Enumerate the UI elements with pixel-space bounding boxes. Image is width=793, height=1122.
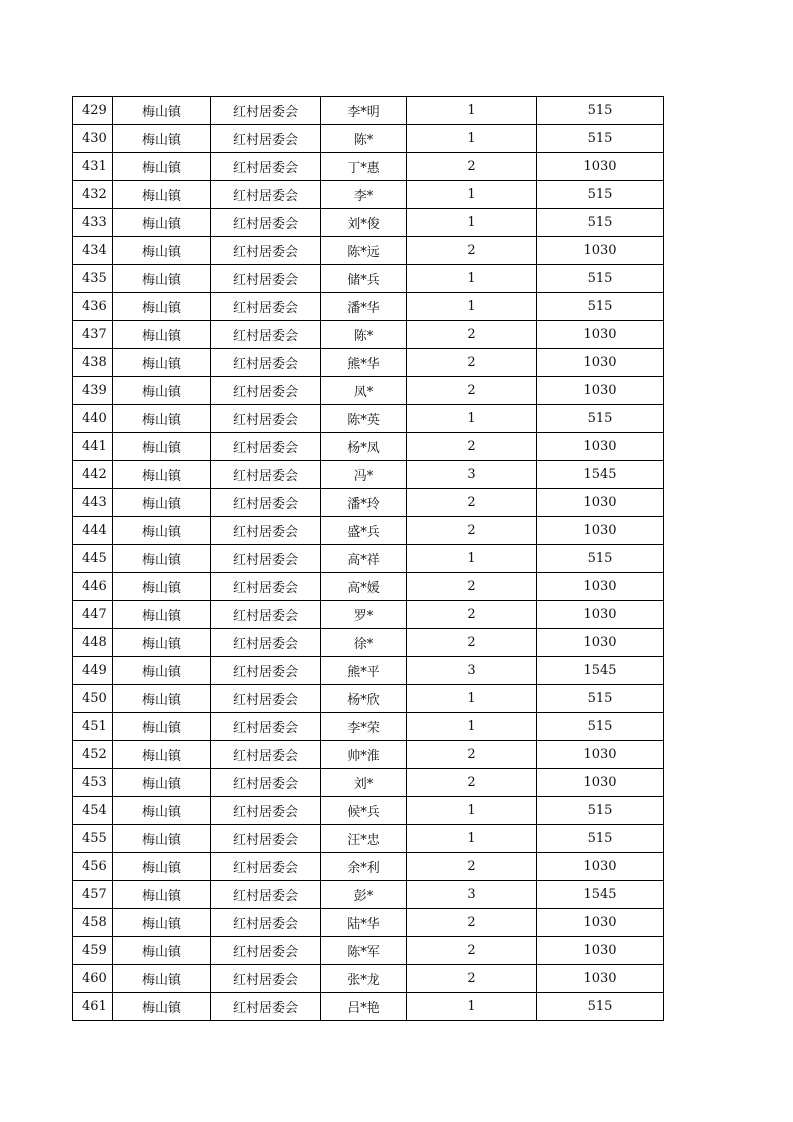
row-number-cell: 439 xyxy=(73,377,113,405)
committee-cell: 红村居委会 xyxy=(211,573,321,601)
town-cell: 梅山镇 xyxy=(113,405,211,433)
table-row xyxy=(73,573,664,601)
committee-cell: 红村居委会 xyxy=(211,405,321,433)
table-row xyxy=(73,293,664,321)
row-number-cell: 438 xyxy=(73,349,113,377)
town-cell: 梅山镇 xyxy=(113,881,211,909)
count-cell: 2 xyxy=(407,741,537,769)
row-number-cell: 443 xyxy=(73,489,113,517)
row-number-cell: 454 xyxy=(73,797,113,825)
table-row xyxy=(73,517,664,545)
amount-cell: 515 xyxy=(537,797,664,825)
amount-cell: 515 xyxy=(537,209,664,237)
name-cell: 丁*惠 xyxy=(321,153,407,181)
town-cell: 梅山镇 xyxy=(113,349,211,377)
town-cell: 梅山镇 xyxy=(113,909,211,937)
committee-cell: 红村居委会 xyxy=(211,797,321,825)
town-cell: 梅山镇 xyxy=(113,629,211,657)
amount-cell: 515 xyxy=(537,685,664,713)
town-cell: 梅山镇 xyxy=(113,713,211,741)
amount-cell: 1545 xyxy=(537,881,664,909)
name-cell: 汪*忠 xyxy=(321,825,407,853)
amount-cell: 515 xyxy=(537,265,664,293)
amount-cell: 515 xyxy=(537,545,664,573)
amount-cell: 1030 xyxy=(537,741,664,769)
amount-cell: 1030 xyxy=(537,377,664,405)
amount-cell: 1030 xyxy=(537,237,664,265)
table-row xyxy=(73,685,664,713)
name-cell: 潘*华 xyxy=(321,293,407,321)
committee-cell: 红村居委会 xyxy=(211,489,321,517)
table-row xyxy=(73,433,664,461)
committee-cell: 红村居委会 xyxy=(211,153,321,181)
count-cell: 1 xyxy=(407,125,537,153)
row-number-cell: 455 xyxy=(73,825,113,853)
amount-cell: 1030 xyxy=(537,573,664,601)
name-cell: 候*兵 xyxy=(321,797,407,825)
count-cell: 2 xyxy=(407,769,537,797)
town-cell: 梅山镇 xyxy=(113,601,211,629)
table-row xyxy=(73,265,664,293)
town-cell: 梅山镇 xyxy=(113,993,211,1021)
committee-cell: 红村居委会 xyxy=(211,769,321,797)
count-cell: 1 xyxy=(407,797,537,825)
name-cell: 陈*英 xyxy=(321,405,407,433)
name-cell: 杨*欣 xyxy=(321,685,407,713)
table-row xyxy=(73,965,664,993)
count-cell: 2 xyxy=(407,489,537,517)
name-cell: 高*祥 xyxy=(321,545,407,573)
table-row xyxy=(73,797,664,825)
amount-cell: 1030 xyxy=(537,349,664,377)
name-cell: 彭* xyxy=(321,881,407,909)
town-cell: 梅山镇 xyxy=(113,517,211,545)
table-row xyxy=(73,321,664,349)
town-cell: 梅山镇 xyxy=(113,97,211,125)
town-cell: 梅山镇 xyxy=(113,797,211,825)
count-cell: 3 xyxy=(407,461,537,489)
committee-cell: 红村居委会 xyxy=(211,349,321,377)
town-cell: 梅山镇 xyxy=(113,853,211,881)
table-row xyxy=(73,545,664,573)
town-cell: 梅山镇 xyxy=(113,937,211,965)
row-number-cell: 440 xyxy=(73,405,113,433)
count-cell: 2 xyxy=(407,601,537,629)
amount-cell: 1030 xyxy=(537,937,664,965)
table-row xyxy=(73,909,664,937)
committee-cell: 红村居委会 xyxy=(211,545,321,573)
count-cell: 1 xyxy=(407,993,537,1021)
count-cell: 2 xyxy=(407,237,537,265)
count-cell: 1 xyxy=(407,265,537,293)
amount-cell: 1030 xyxy=(537,517,664,545)
town-cell: 梅山镇 xyxy=(113,461,211,489)
town-cell: 梅山镇 xyxy=(113,657,211,685)
name-cell: 余*利 xyxy=(321,853,407,881)
committee-cell: 红村居委会 xyxy=(211,685,321,713)
row-number-cell: 449 xyxy=(73,657,113,685)
committee-cell: 红村居委会 xyxy=(211,517,321,545)
row-number-cell: 433 xyxy=(73,209,113,237)
committee-cell: 红村居委会 xyxy=(211,237,321,265)
town-cell: 梅山镇 xyxy=(113,153,211,181)
amount-cell: 515 xyxy=(537,405,664,433)
table-row xyxy=(73,405,664,433)
name-cell: 熊*华 xyxy=(321,349,407,377)
name-cell: 李*荣 xyxy=(321,713,407,741)
name-cell: 刘* xyxy=(321,769,407,797)
count-cell: 2 xyxy=(407,153,537,181)
table-row xyxy=(73,237,664,265)
table-row xyxy=(73,489,664,517)
name-cell: 熊*平 xyxy=(321,657,407,685)
amount-cell: 515 xyxy=(537,97,664,125)
row-number-cell: 432 xyxy=(73,181,113,209)
town-cell: 梅山镇 xyxy=(113,769,211,797)
committee-cell: 红村居委会 xyxy=(211,965,321,993)
row-number-cell: 445 xyxy=(73,545,113,573)
committee-cell: 红村居委会 xyxy=(211,321,321,349)
amount-cell: 1545 xyxy=(537,657,664,685)
amount-cell: 515 xyxy=(537,825,664,853)
amount-cell: 1030 xyxy=(537,629,664,657)
name-cell: 徐* xyxy=(321,629,407,657)
count-cell: 2 xyxy=(407,965,537,993)
town-cell: 梅山镇 xyxy=(113,685,211,713)
town-cell: 梅山镇 xyxy=(113,209,211,237)
count-cell: 2 xyxy=(407,517,537,545)
amount-cell: 1030 xyxy=(537,853,664,881)
committee-cell: 红村居委会 xyxy=(211,125,321,153)
amount-cell: 515 xyxy=(537,993,664,1021)
committee-cell: 红村居委会 xyxy=(211,825,321,853)
name-cell: 陈*军 xyxy=(321,937,407,965)
count-cell: 1 xyxy=(407,209,537,237)
table-row xyxy=(73,601,664,629)
committee-cell: 红村居委会 xyxy=(211,629,321,657)
name-cell: 罗* xyxy=(321,601,407,629)
committee-cell: 红村居委会 xyxy=(211,601,321,629)
name-cell: 潘*玲 xyxy=(321,489,407,517)
table-row xyxy=(73,349,664,377)
row-number-cell: 437 xyxy=(73,321,113,349)
name-cell: 高*媛 xyxy=(321,573,407,601)
row-number-cell: 459 xyxy=(73,937,113,965)
table-row xyxy=(73,853,664,881)
row-number-cell: 461 xyxy=(73,993,113,1021)
table-row xyxy=(73,181,664,209)
amount-cell: 515 xyxy=(537,293,664,321)
row-number-cell: 458 xyxy=(73,909,113,937)
name-cell: 陈* xyxy=(321,321,407,349)
name-cell: 盛*兵 xyxy=(321,517,407,545)
committee-cell: 红村居委会 xyxy=(211,657,321,685)
row-number-cell: 441 xyxy=(73,433,113,461)
count-cell: 3 xyxy=(407,657,537,685)
table-row xyxy=(73,769,664,797)
count-cell: 2 xyxy=(407,937,537,965)
amount-cell: 1030 xyxy=(537,601,664,629)
committee-cell: 红村居委会 xyxy=(211,993,321,1021)
committee-cell: 红村居委会 xyxy=(211,433,321,461)
count-cell: 2 xyxy=(407,853,537,881)
row-number-cell: 457 xyxy=(73,881,113,909)
name-cell: 帅*淮 xyxy=(321,741,407,769)
row-number-cell: 447 xyxy=(73,601,113,629)
amount-cell: 1030 xyxy=(537,153,664,181)
name-cell: 刘*俊 xyxy=(321,209,407,237)
count-cell: 2 xyxy=(407,573,537,601)
committee-cell: 红村居委会 xyxy=(211,937,321,965)
amount-cell: 1030 xyxy=(537,489,664,517)
row-number-cell: 444 xyxy=(73,517,113,545)
committee-cell: 红村居委会 xyxy=(211,97,321,125)
data-table xyxy=(72,96,664,1021)
town-cell: 梅山镇 xyxy=(113,489,211,517)
row-number-cell: 435 xyxy=(73,265,113,293)
table-row xyxy=(73,741,664,769)
row-number-cell: 431 xyxy=(73,153,113,181)
table-row xyxy=(73,657,664,685)
table-row xyxy=(73,209,664,237)
name-cell: 吕*艳 xyxy=(321,993,407,1021)
count-cell: 1 xyxy=(407,293,537,321)
table-row xyxy=(73,125,664,153)
town-cell: 梅山镇 xyxy=(113,321,211,349)
row-number-cell: 460 xyxy=(73,965,113,993)
name-cell: 李* xyxy=(321,181,407,209)
count-cell: 2 xyxy=(407,909,537,937)
table-row xyxy=(73,377,664,405)
town-cell: 梅山镇 xyxy=(113,377,211,405)
name-cell: 凤* xyxy=(321,377,407,405)
amount-cell: 1030 xyxy=(537,321,664,349)
count-cell: 1 xyxy=(407,545,537,573)
row-number-cell: 452 xyxy=(73,741,113,769)
amount-cell: 1545 xyxy=(537,461,664,489)
count-cell: 2 xyxy=(407,629,537,657)
table-row xyxy=(73,937,664,965)
row-number-cell: 453 xyxy=(73,769,113,797)
count-cell: 1 xyxy=(407,685,537,713)
count-cell: 1 xyxy=(407,825,537,853)
amount-cell: 515 xyxy=(537,125,664,153)
committee-cell: 红村居委会 xyxy=(211,293,321,321)
town-cell: 梅山镇 xyxy=(113,433,211,461)
table-row xyxy=(73,461,664,489)
town-cell: 梅山镇 xyxy=(113,293,211,321)
town-cell: 梅山镇 xyxy=(113,265,211,293)
count-cell: 2 xyxy=(407,377,537,405)
count-cell: 2 xyxy=(407,433,537,461)
town-cell: 梅山镇 xyxy=(113,237,211,265)
committee-cell: 红村居委会 xyxy=(211,209,321,237)
table-row xyxy=(73,825,664,853)
row-number-cell: 442 xyxy=(73,461,113,489)
row-number-cell: 430 xyxy=(73,125,113,153)
row-number-cell: 436 xyxy=(73,293,113,321)
row-number-cell: 450 xyxy=(73,685,113,713)
count-cell: 1 xyxy=(407,181,537,209)
count-cell: 2 xyxy=(407,349,537,377)
amount-cell: 515 xyxy=(537,181,664,209)
name-cell: 张*龙 xyxy=(321,965,407,993)
town-cell: 梅山镇 xyxy=(113,741,211,769)
committee-cell: 红村居委会 xyxy=(211,853,321,881)
amount-cell: 1030 xyxy=(537,769,664,797)
town-cell: 梅山镇 xyxy=(113,181,211,209)
count-cell: 1 xyxy=(407,713,537,741)
row-number-cell: 434 xyxy=(73,237,113,265)
row-number-cell: 446 xyxy=(73,573,113,601)
committee-cell: 红村居委会 xyxy=(211,713,321,741)
committee-cell: 红村居委会 xyxy=(211,909,321,937)
name-cell: 杨*凤 xyxy=(321,433,407,461)
committee-cell: 红村居委会 xyxy=(211,377,321,405)
amount-cell: 1030 xyxy=(537,909,664,937)
table-row xyxy=(73,993,664,1021)
table-row xyxy=(73,97,664,125)
count-cell: 1 xyxy=(407,405,537,433)
name-cell: 冯* xyxy=(321,461,407,489)
row-number-cell: 451 xyxy=(73,713,113,741)
row-number-cell: 429 xyxy=(73,97,113,125)
town-cell: 梅山镇 xyxy=(113,965,211,993)
town-cell: 梅山镇 xyxy=(113,125,211,153)
amount-cell: 1030 xyxy=(537,433,664,461)
name-cell: 陈*远 xyxy=(321,237,407,265)
table-row xyxy=(73,881,664,909)
row-number-cell: 448 xyxy=(73,629,113,657)
committee-cell: 红村居委会 xyxy=(211,741,321,769)
committee-cell: 红村居委会 xyxy=(211,881,321,909)
name-cell: 储*兵 xyxy=(321,265,407,293)
name-cell: 陆*华 xyxy=(321,909,407,937)
name-cell: 陈* xyxy=(321,125,407,153)
committee-cell: 红村居委会 xyxy=(211,461,321,489)
amount-cell: 515 xyxy=(537,713,664,741)
name-cell: 李*明 xyxy=(321,97,407,125)
table-row xyxy=(73,153,664,181)
town-cell: 梅山镇 xyxy=(113,825,211,853)
table-row xyxy=(73,713,664,741)
committee-cell: 红村居委会 xyxy=(211,265,321,293)
count-cell: 2 xyxy=(407,321,537,349)
count-cell: 1 xyxy=(407,97,537,125)
town-cell: 梅山镇 xyxy=(113,573,211,601)
table-body xyxy=(73,97,664,1021)
amount-cell: 1030 xyxy=(537,965,664,993)
count-cell: 3 xyxy=(407,881,537,909)
table-row xyxy=(73,629,664,657)
committee-cell: 红村居委会 xyxy=(211,181,321,209)
town-cell: 梅山镇 xyxy=(113,545,211,573)
row-number-cell: 456 xyxy=(73,853,113,881)
